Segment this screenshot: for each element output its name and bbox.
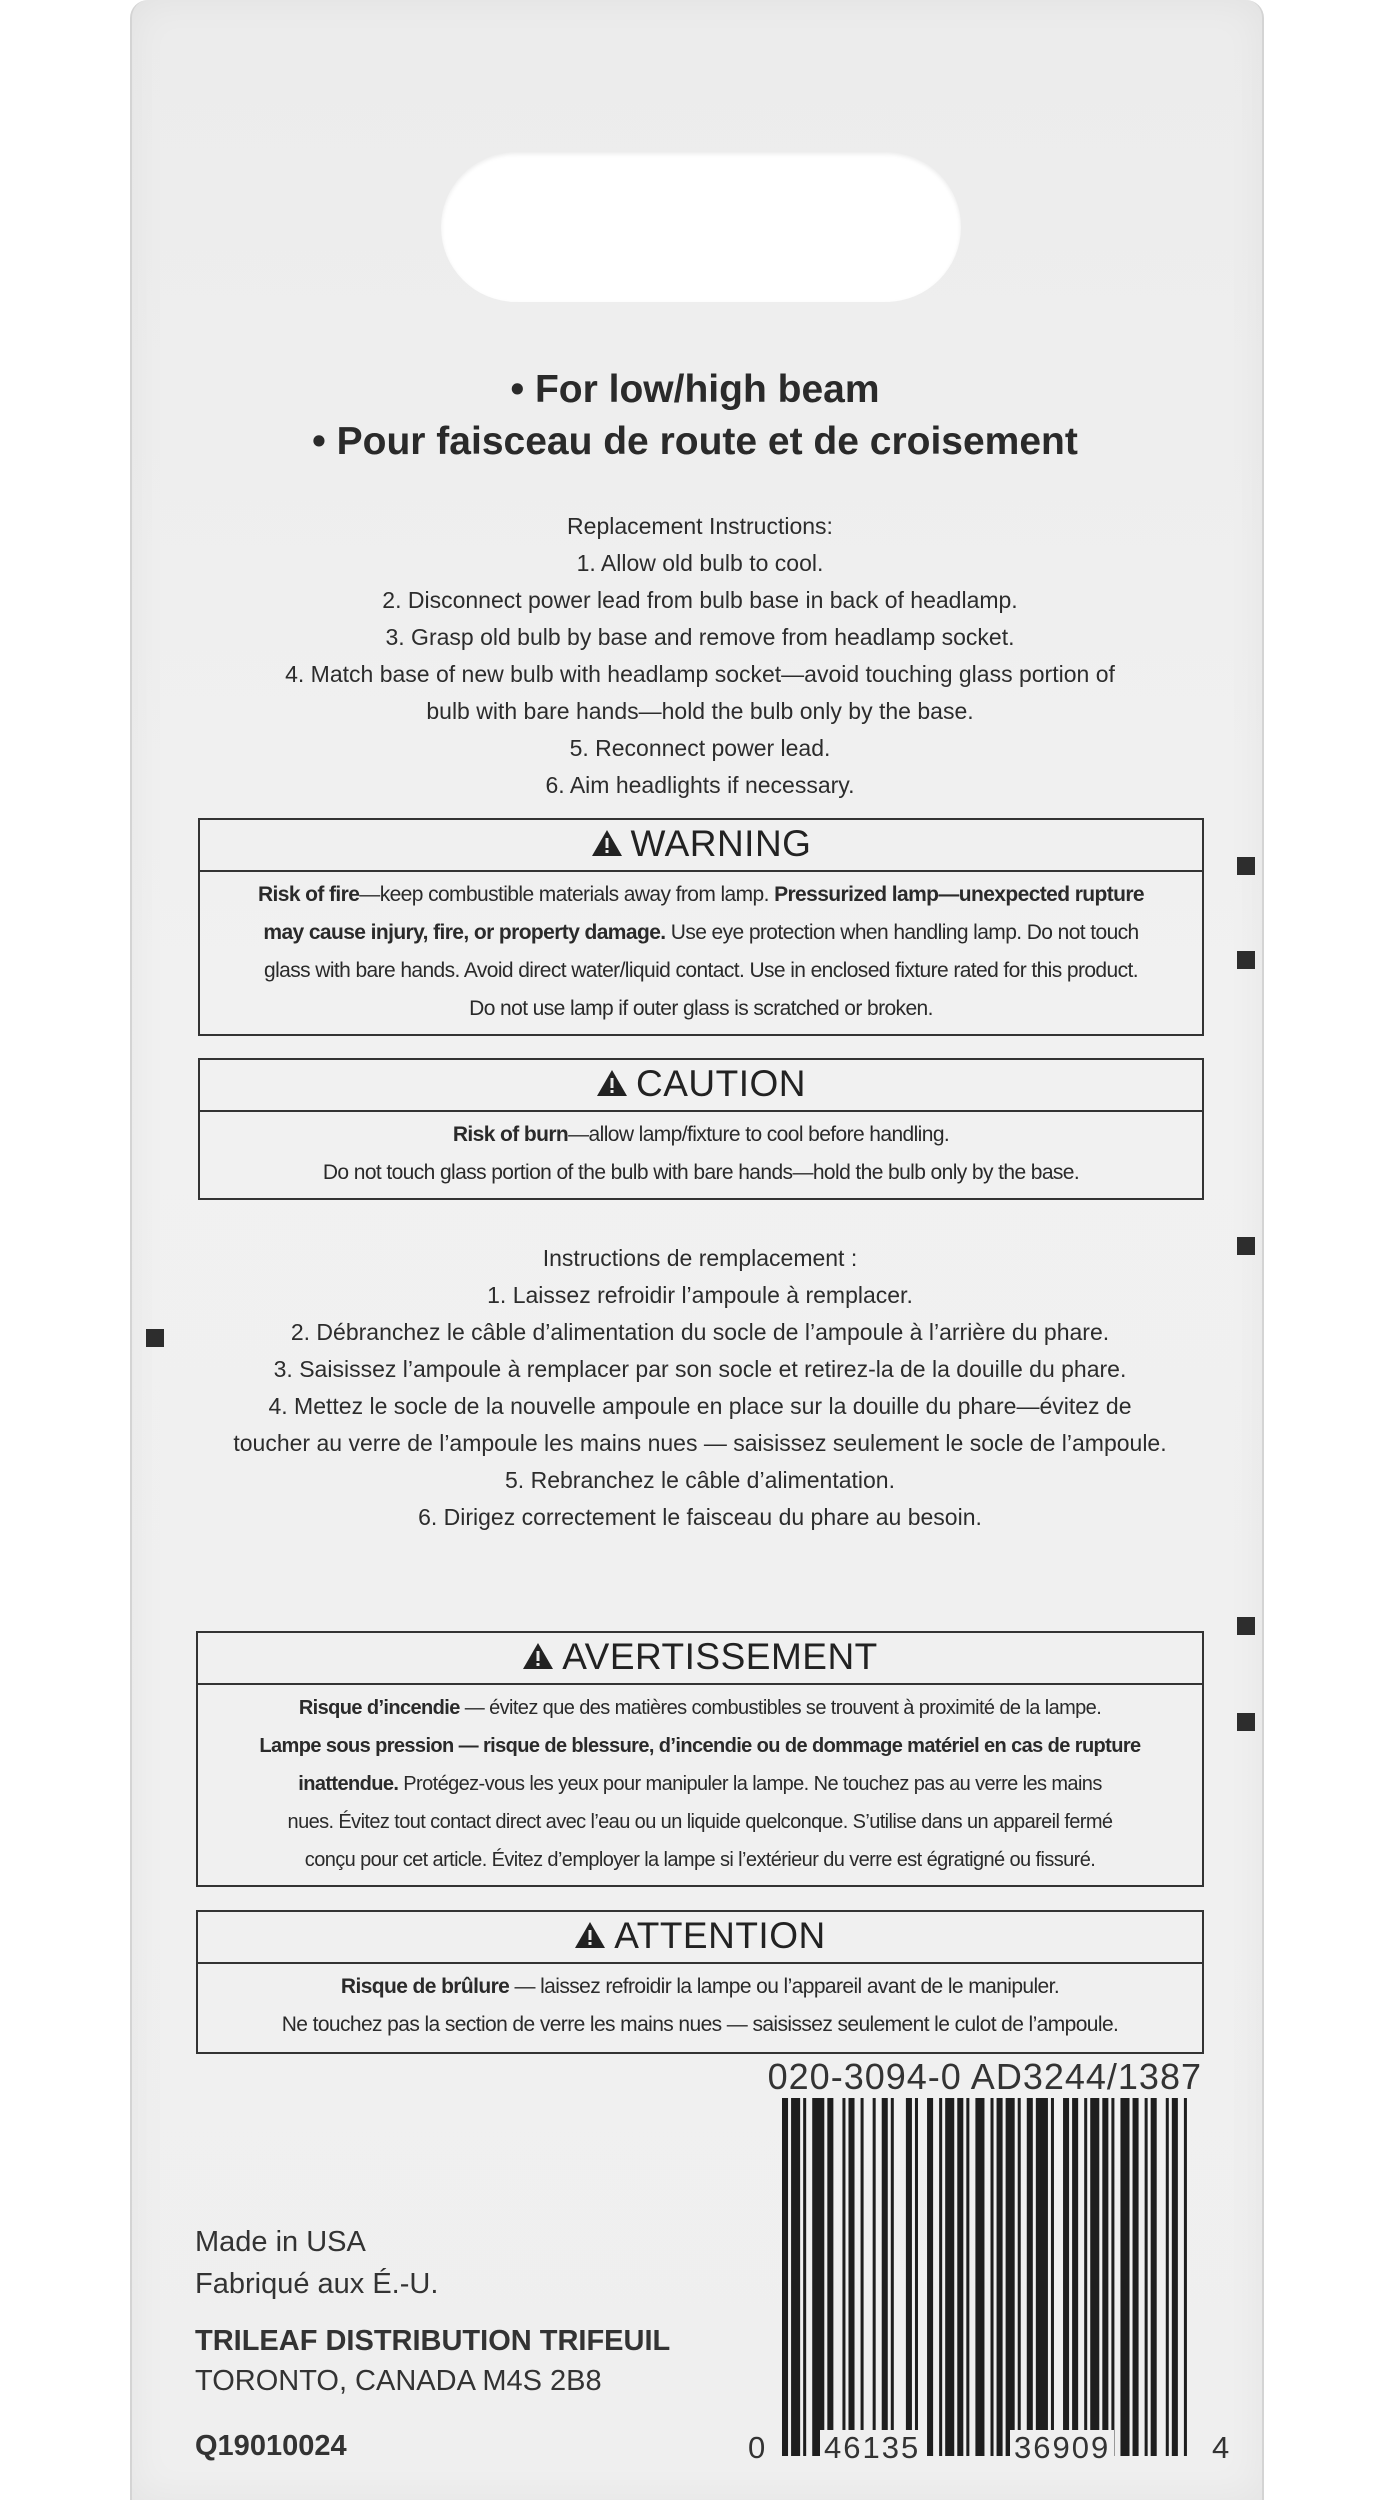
- avertissement-body: [198, 1685, 1202, 1879]
- warning-heading: [200, 820, 1202, 872]
- hang-hole: [441, 152, 961, 302]
- avertissement-box: [196, 1631, 1204, 1887]
- instruction-line: 6. Aim headlights if necessary.: [545, 772, 855, 798]
- instruction-line: 4. Match base of new bulb with headlamp socket—avoid touching glass portion of: [285, 661, 1115, 687]
- instruction-line: 5. Reconnect power lead.: [569, 735, 831, 761]
- barcode-left-group: 46135: [820, 2430, 924, 2466]
- avertissement-bold-text: inattendue.: [298, 1773, 399, 1795]
- attention-text: Ne touchez pas la section de verre les mains nues — saisissez seulement le culot de l’ampoule.: [281, 2013, 1119, 2036]
- lot-code: Q19010024: [195, 2430, 347, 2462]
- registration-mark: [1237, 1713, 1255, 1731]
- company-name: TRILEAF DISTRIBUTION TRIFEUIL: [195, 2325, 671, 2357]
- warning-text: Use eye protection when handling lamp. Do not touch: [665, 921, 1139, 944]
- instruction-line: toucher au verre de l’ampoule les mains nues — saisissez seulement le socle de l’ampoule.: [233, 1430, 1167, 1456]
- instruction-line: 5. Rebranchez le câble d’alimentation.: [505, 1467, 895, 1493]
- registration-mark: [1237, 1617, 1255, 1635]
- warning-triangle-icon: [596, 1069, 628, 1097]
- barcode-right-group: 36909: [1010, 2430, 1114, 2466]
- instructions-title: Instructions de remplacement :: [542, 1245, 858, 1271]
- warning-bold-text: may cause injury, fire, or property damage.: [263, 921, 666, 944]
- warning-body: [200, 872, 1202, 1028]
- warning-heading-text: WARNING: [630, 823, 812, 864]
- warning-text: Do not use lamp if outer glass is scratched or broken.: [469, 997, 933, 1020]
- avertissement-text: Protégez-vous les yeux pour manipuler la lampe. Ne touchez pas au verre les mains: [398, 1773, 1102, 1795]
- instruction-line: bulb with bare hands—hold the bulb only by the base.: [426, 698, 974, 724]
- barcode-left-digit: 0: [748, 2430, 768, 2465]
- attention-bold-text: Risque de brûlure: [340, 1975, 510, 1998]
- attention-box: [196, 1910, 1204, 2054]
- product-codes: 020-3094-0 AD3244/1387: [767, 2056, 1202, 2097]
- caution-bold-text: Risk of burn: [452, 1123, 569, 1146]
- warning-bold-text: Pressurized lamp—unexpected rupture: [774, 883, 1145, 906]
- caution-text: —allow lamp/fixture to cool before handling.: [568, 1123, 950, 1146]
- warning-triangle-icon: [591, 829, 623, 857]
- instruction-line: 1. Laissez refroidir l’ampoule à remplacer.: [487, 1282, 913, 1308]
- avertissement-heading: [198, 1633, 1202, 1685]
- avertissement-bold-text: Risque d’incendie: [298, 1697, 460, 1719]
- instruction-line: 1. Allow old bulb to cool.: [576, 550, 824, 576]
- attention-heading: [198, 1912, 1202, 1964]
- attention-heading-text: ATTENTION: [614, 1915, 826, 1956]
- warning-box: [198, 818, 1204, 1036]
- instruction-line: 4. Mettez le socle de la nouvelle ampoule en place sur la douille du phare—évitez de: [268, 1393, 1132, 1419]
- warning-triangle-icon: [574, 1921, 606, 1949]
- instructions-en: [210, 508, 1190, 804]
- instruction-line: 6. Dirigez correctement le faisceau du phare au besoin.: [418, 1504, 982, 1530]
- registration-mark: [1237, 1237, 1255, 1255]
- headline-fr: • Pour faisceau de route et de croisement: [312, 420, 1078, 463]
- instruction-line: 3. Grasp old bulb by base and remove from headlamp socket.: [385, 624, 1015, 650]
- registration-mark: [1237, 951, 1255, 969]
- registration-mark: [146, 1329, 164, 1347]
- warning-bold-text: Risk of fire: [257, 883, 360, 906]
- instructions-title: Replacement Instructions:: [567, 513, 833, 539]
- barcode-check-digit: 4: [1212, 2430, 1232, 2465]
- avertissement-bold-text: Lampe sous pression — risque de blessure, d’incendie ou de dommage matériel en cas de rupture: [259, 1735, 1141, 1757]
- caution-box: [198, 1058, 1204, 1200]
- fabrique-label: Fabriqué aux É.-U.: [195, 2268, 439, 2300]
- attention-body: [198, 1964, 1202, 2044]
- avertissement-text: nues. Évitez tout contact direct avec l’eau ou un liquide quelconque. S’utilise dans un appareil fermé: [287, 1811, 1113, 1833]
- warning-text: glass with bare hands. Avoid direct water/liquid contact. Use in enclosed fixture rated for this product.: [264, 959, 1138, 982]
- headline-en: • For low/high beam: [510, 368, 880, 411]
- warning-text: —keep combustible materials away from lamp.: [359, 883, 775, 906]
- barcode: [782, 2098, 1196, 2456]
- avertissement-text: conçu pour cet article. Évitez d’employer la lampe si l’extérieur du verre est égratigné ou fissuré.: [304, 1849, 1096, 1871]
- avertissement-heading-text: AVERTISSEMENT: [562, 1636, 878, 1677]
- caution-heading: [200, 1060, 1202, 1112]
- instruction-line: 2. Débranchez le câble d’alimentation du socle de l’ampoule à l’arrière du phare.: [290, 1319, 1110, 1345]
- company-address: TORONTO, CANADA M4S 2B8: [195, 2365, 602, 2397]
- avertissement-text: — évitez que des matières combustibles se trouvent à proximité de la lampe.: [459, 1697, 1102, 1719]
- caution-heading-text: CAUTION: [636, 1063, 806, 1104]
- caution-text: Do not touch glass portion of the bulb with bare hands—hold the bulb only by the base.: [322, 1161, 1080, 1184]
- caution-body: [200, 1112, 1202, 1192]
- instructions-fr: [190, 1240, 1210, 1536]
- instruction-line: 2. Disconnect power lead from bulb base in back of headlamp.: [382, 587, 1018, 613]
- attention-text: — laissez refroidir la lampe ou l’appareil avant de le manipuler.: [509, 1975, 1060, 1998]
- warning-triangle-icon: [522, 1642, 554, 1670]
- registration-mark: [1237, 857, 1255, 875]
- instruction-line: 3. Saisissez l’ampoule à remplacer par son socle et retirez-la de la douille du phare.: [273, 1356, 1127, 1382]
- made-in-label: Made in USA: [195, 2226, 366, 2258]
